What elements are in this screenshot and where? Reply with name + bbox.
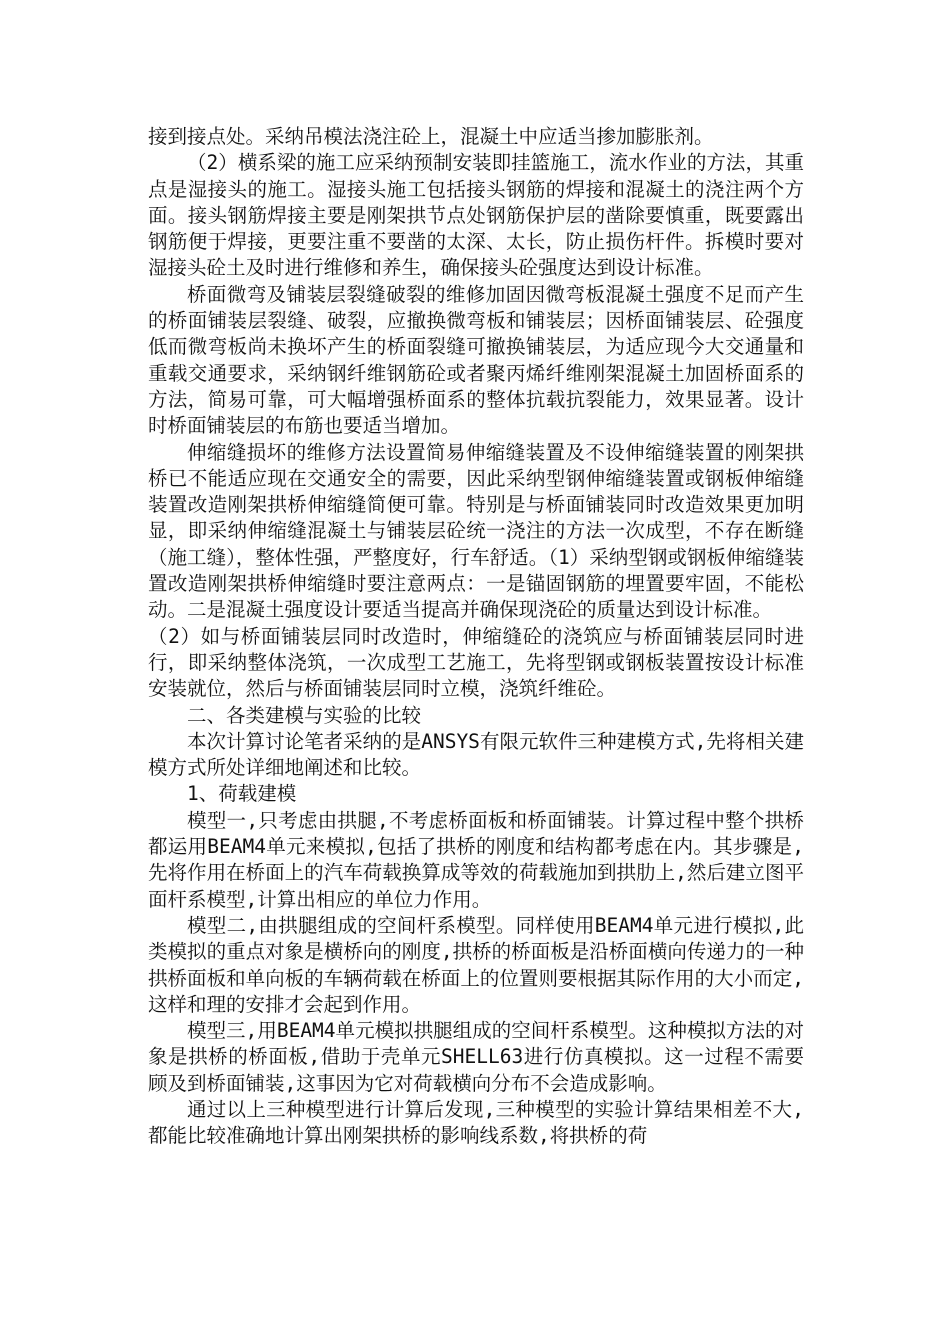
paragraph-4: （2）如与桥面铺装层同时改造时，伸缩缝砼的浇筑应与桥面铺装层同时进行，即采纳整体浇筑，一次成型工艺施工，先将型钢或钢板装置按设计标准安装就位，然后与桥面铺装层同时立模，浇筑纤维砼。 [148, 624, 804, 701]
paragraph-8: 模型一,只考虑由拱腿,不考虑桥面板和桥面铺装。计算过程中整个拱桥都运用BEAM4单元来模拟,包括了拱桥的刚度和结构都考虑在内。其步骤是,先将作用在桥面上的汽车荷载换算成等效的荷载施加到拱肋上,然后建立图平面杆系模型,计算出相应的单位力作用。 [148, 808, 804, 911]
subsection-heading: 1、荷载建模 [187, 782, 297, 806]
paragraph-2: 桥面微弯及铺装层裂缝破裂的维修加固因微弯板混凝土强度不足而产生的桥面铺装层裂缝、破裂，应撤换微弯板和铺装层；因桥面铺装层、砼强度低而微弯板尚未换坏产生的桥面裂缝可撤换铺装层，为适应现今大交通量和重载交通要求，采纳钢纤维钢筋砼或者聚丙烯纤维刚架混凝土加固桥面系的方法，简易可靠，可大幅增强桥面系的整体抗载抗裂能力，效果显著。设计时桥面铺装层的布筋也要适当增加。 [148, 282, 804, 438]
paragraph-6: 本次计算讨论笔者采纳的是ANSYS有限元软件三种建模方式,先将相关建模方式所处详细地阐述和比较。 [148, 729, 804, 780]
paragraph-0: 接到接点处。采纳吊模法浇注砼上，混凝土中应适当掺加膨胀剂。 [148, 125, 714, 148]
paragraph-9: 模型二,由拱腿组成的空间杆系模型。同样使用BEAM4单元进行模拟,此类模拟的重点对象是横桥向的刚度,拱桥的桥面板是沿桥面横向传递力的一种拱桥面板和单向板的车辆荷载在桥面上的位置则要根据其际作用的大小而定,这样和理的安排才会起到作用。 [148, 913, 804, 1016]
paragraph-10: 模型三,用BEAM4单元模拟拱腿组成的空间杆系模型。这种模拟方法的对象是拱桥的桥面板,借助于壳单元SHELL63进行仿真模拟。这一过程不需要顾及到桥面铺装,这事因为它对荷载横向分布不会造成影响。 [148, 1019, 804, 1095]
paragraph-11: 通过以上三种模型进行计算后发现,三种模型的实验计算结果相差不大,都能比较准确地计算出刚架拱桥的影响线系数,将拱桥的荷 [148, 1097, 804, 1148]
section-heading: 二、各类建模与实验的比较 [187, 703, 422, 727]
document-body [148, 124, 804, 1150]
paragraph-3: 伸缩缝损坏的维修方法设置简易伸缩缝装置及不设伸缩缝装置的刚架拱桥已不能适应现在交通安全的需要，因此采纳型钢伸缩缝装置或钢板伸缩缝装置改造刚架拱桥伸缩缝简便可靠。特别是与桥面铺装同时改造效果更加明显，即采纳伸缩缝混凝土与铺装层砼统一浇注的方法一次成型，不存在断缝（施工缝），整体性强，严整度好，行车舒适。（1）采纳型钢或钢板伸缩缝装置改造刚架拱桥伸缩缝时要注意两点：一是锚固钢筋的埋置要牢固，不能松动。二是混凝土强度设计要适当提高并确保现浇砼的质量达到设计标准。 [148, 440, 804, 622]
paragraph-1: （2）横系梁的施工应采纳预制安装即挂篮施工，流水作业的方法，其重点是湿接头的施工。湿接头施工包括接头钢筋的焊接和混凝土的浇注两个方面。接头钢筋焊接主要是刚架拱节点处钢筋保护层的凿除要慎重，既要露出钢筋便于焊接，更要注重不要凿的太深、太长，防止损伤杆件。拆模时要对湿接头砼土及时进行维修和养生，确保接头砼强度达到设计标准。 [148, 151, 804, 280]
